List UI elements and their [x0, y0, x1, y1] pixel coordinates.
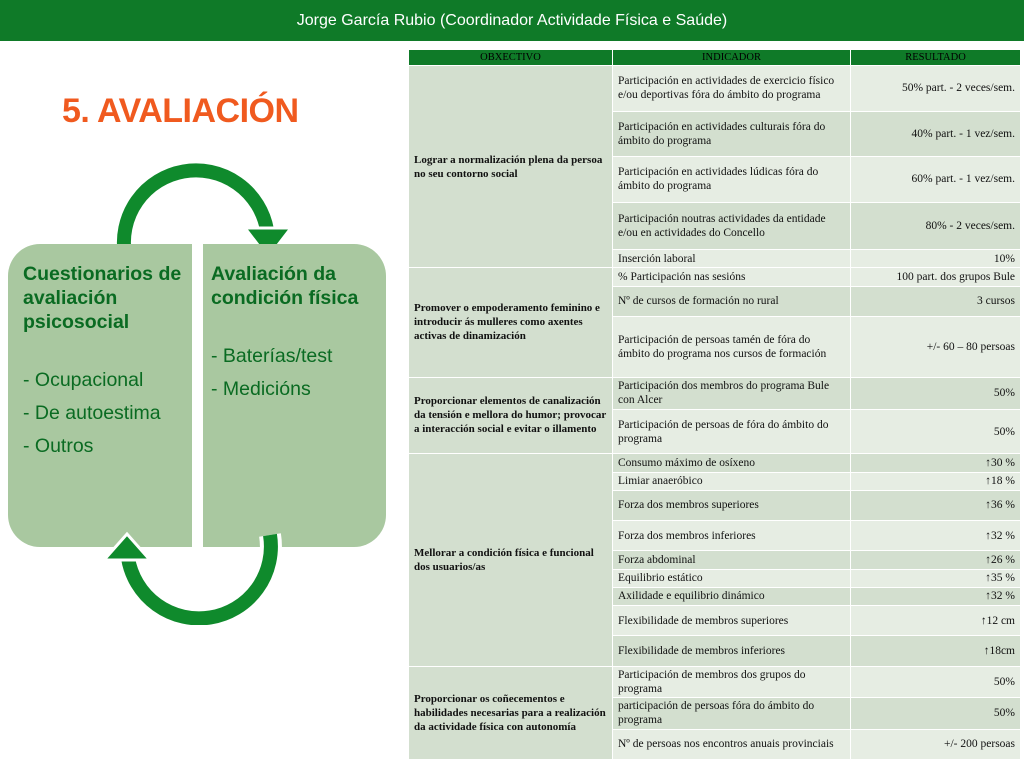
result-cell: +/- 200 persoas [851, 729, 1021, 760]
table-row [409, 666, 1021, 697]
indicator-cell: Participación de persoas tamén de fóra do ámbito do programa nos cursos de formación [613, 316, 851, 377]
indicator-cell: participación de persoas fóra do ámbito do programa [613, 698, 851, 729]
result-cell: ↑18cm [851, 636, 1021, 666]
objective-cell: Promover o empoderamento feminino e introducir ás mulleres como axentes activas de dinamización [409, 268, 613, 377]
indicator-cell: Forza dos membros superiores [613, 490, 851, 520]
result-cell: 50% [851, 409, 1021, 454]
result-cell: +/- 60 – 80 persoas [851, 316, 1021, 377]
evaluation-table-wrapper [408, 49, 1020, 760]
result-cell: 40% part. - 1 vez/sem. [851, 111, 1021, 157]
result-cell: ↑36 % [851, 490, 1021, 520]
objective-cell: Lograr a normalización plena da persoa no seu contorno social [409, 66, 613, 268]
result-cell: ↑30 % [851, 454, 1021, 472]
psychosocial-list [23, 364, 195, 463]
column-header-indicator: INDICADOR [613, 50, 851, 66]
physical-heading: Avaliación da condición física [211, 263, 359, 309]
result-cell: 80% - 2 veces/sem. [851, 202, 1021, 250]
indicator-cell: Inserción laboral [613, 250, 851, 268]
indicator-cell: Participación de membros dos grupos do programa [613, 666, 851, 697]
physical-list [211, 340, 381, 406]
table-row [409, 66, 1021, 112]
table-row [409, 454, 1021, 472]
indicator-cell: Limiar anaeróbico [613, 472, 851, 490]
result-cell: ↑32 % [851, 587, 1021, 605]
column-header-result: RESULTADO [851, 50, 1021, 66]
result-cell: 50% [851, 698, 1021, 729]
indicator-cell: Consumo máximo de osíxeno [613, 454, 851, 472]
indicator-cell: Flexibilidade de membros inferiores [613, 636, 851, 666]
table-row [409, 268, 1021, 286]
result-cell: ↑18 % [851, 472, 1021, 490]
list-item: - Outros [23, 435, 94, 457]
evaluation-panel [8, 244, 386, 547]
list-item: - Ocupacional [23, 369, 144, 391]
indicator-cell: Axilidade e equilibrio dinámico [613, 587, 851, 605]
indicator-cell: Participación dos membros do programa Bule con Alcer [613, 377, 851, 409]
indicator-cell: Participación en actividades lúdicas fóra do ámbito do programa [613, 157, 851, 203]
indicator-cell: Nº de cursos de formación no rural [613, 286, 851, 316]
result-cell: 50% part. - 2 veces/sem. [851, 66, 1021, 112]
result-cell: 10% [851, 250, 1021, 268]
result-cell: ↑32 % [851, 521, 1021, 551]
indicator-cell: % Participación nas sesións [613, 268, 851, 286]
objective-cell: Mellorar a condición física e funcional dos usuarios/as [409, 454, 613, 666]
list-item: - Medicións [211, 378, 311, 400]
indicator-cell: Forza abdominal [613, 551, 851, 569]
psychosocial-heading: Cuestionarios de avaliación psicosocial [23, 263, 182, 333]
evaluation-table [408, 49, 1021, 760]
result-cell: 50% [851, 666, 1021, 697]
list-item: - Baterías/test [211, 345, 333, 367]
result-cell: 50% [851, 377, 1021, 409]
header-bar [0, 0, 1024, 41]
result-cell: 60% part. - 1 vez/sem. [851, 157, 1021, 203]
indicator-cell: Participación en actividades culturais fóra do ámbito do programa [613, 111, 851, 157]
indicator-cell: Nº de persoas nos encontros anuais provinciais [613, 729, 851, 760]
result-cell: 3 cursos [851, 286, 1021, 316]
result-cell: 100 part. dos grupos Bule [851, 268, 1021, 286]
indicator-cell: Participación noutras actividades da entidade e/ou en actividades do Concello [613, 202, 851, 250]
result-cell: ↑12 cm [851, 606, 1021, 636]
objective-cell: Proporcionar elementos de canalización da tensión e mellora do humor; provocar a interacción social e evitar o illamento [409, 377, 613, 454]
slide-title: 5. AVALIACIÓN [62, 92, 299, 130]
psychosocial-column [23, 262, 195, 463]
result-cell: ↑35 % [851, 569, 1021, 587]
indicator-cell: Equilibrio estático [613, 569, 851, 587]
indicator-cell: Flexibilidade de membros superiores [613, 606, 851, 636]
column-header-objective: OBXECTIVO [409, 50, 613, 66]
indicator-cell: Forza dos membros inferiores [613, 521, 851, 551]
list-item: - De autoestima [23, 402, 161, 424]
cycle-arrow-bottom-icon [100, 530, 290, 625]
header-title: Jorge García Rubio (Coordinador Actividade Física e Saúde) [296, 11, 728, 29]
objective-cell: Proporcionar os coñecementos e habilidades necesarias para a realización da actividade física con autonomía [409, 666, 613, 759]
indicator-cell: Participación en actividades de exercicio físico e/ou deportivas fóra do ámbito do programa [613, 66, 851, 112]
table-header-row [409, 50, 1021, 66]
result-cell: ↑26 % [851, 551, 1021, 569]
indicator-cell: Participación de persoas de fóra do ámbito do programa [613, 409, 851, 454]
table-row [409, 377, 1021, 409]
physical-column [211, 262, 381, 406]
